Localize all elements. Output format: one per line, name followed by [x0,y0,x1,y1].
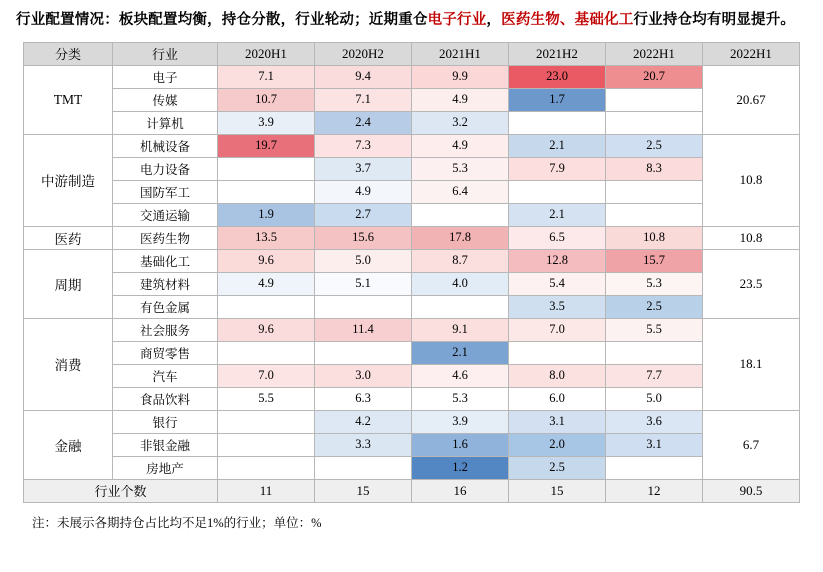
value-cell [606,456,703,479]
table-header-row [24,42,800,65]
value-cell [218,410,315,433]
value-cell: 7.9 [509,157,606,180]
industry-cell: 电力设备 [113,157,218,180]
column-header: 2021H1 [412,42,509,65]
table-row [24,341,800,364]
value-cell: 9.6 [218,249,315,272]
value-cell: 4.6 [412,364,509,387]
table-row [24,111,800,134]
value-cell: 1.9 [218,203,315,226]
footer-label: 行业个数 [24,479,218,502]
table-footer [24,479,800,502]
value-cell [412,295,509,318]
footer-value: 11 [218,479,315,502]
table-row [24,65,800,88]
value-cell: 6.4 [412,180,509,203]
value-cell: 5.1 [315,272,412,295]
industry-cell: 非银金融 [113,433,218,456]
value-cell: 12.8 [509,249,606,272]
value-cell: 8.7 [412,249,509,272]
value-cell: 5.4 [509,272,606,295]
value-cell [606,88,703,111]
footer-value: 15 [315,479,412,502]
value-cell: 5.3 [412,157,509,180]
value-cell [412,203,509,226]
category-cell: 消费 [24,318,113,410]
footer-value: 16 [412,479,509,502]
value-cell: 4.0 [412,272,509,295]
column-header: 2022H1 [703,42,800,65]
footer-value: 12 [606,479,703,502]
group-total-cell: 10.8 [703,134,800,226]
value-cell: 2.1 [412,341,509,364]
value-cell: 2.1 [509,134,606,157]
value-cell: 2.5 [509,456,606,479]
value-cell: 6.0 [509,387,606,410]
value-cell: 2.4 [315,111,412,134]
table-row [24,318,800,341]
column-header: 行业 [113,42,218,65]
industry-cell: 汽车 [113,364,218,387]
value-cell: 4.9 [315,180,412,203]
value-cell: 1.7 [509,88,606,111]
table-footer-row [24,479,800,502]
value-cell: 4.2 [315,410,412,433]
table-row [24,134,800,157]
value-cell: 8.3 [606,157,703,180]
value-cell: 6.3 [315,387,412,410]
value-cell: 8.0 [509,364,606,387]
column-header: 2021H2 [509,42,606,65]
table-header [24,42,800,65]
value-cell [606,341,703,364]
value-cell: 3.5 [509,295,606,318]
value-cell: 11.4 [315,318,412,341]
value-cell: 3.0 [315,364,412,387]
value-cell: 9.9 [412,65,509,88]
category-cell: 周期 [24,249,113,318]
value-cell: 2.5 [606,134,703,157]
value-cell: 1.2 [412,456,509,479]
table-row [24,203,800,226]
group-total-cell: 20.67 [703,65,800,134]
value-cell: 4.9 [412,88,509,111]
industry-cell: 食品饮料 [113,387,218,410]
column-header: 分类 [24,42,113,65]
value-cell: 5.3 [606,272,703,295]
table-row [24,295,800,318]
value-cell: 3.7 [315,157,412,180]
industry-cell: 建筑材料 [113,272,218,295]
category-cell: 医药 [24,226,113,249]
value-cell: 2.7 [315,203,412,226]
value-cell: 20.7 [606,65,703,88]
table-note: 注：未展示各期持仓占比均不足1%的行业；单位：% [32,515,322,530]
value-cell: 3.3 [315,433,412,456]
value-cell [218,456,315,479]
industry-cell: 交通运输 [113,203,218,226]
value-cell: 5.0 [606,387,703,410]
value-cell [509,180,606,203]
value-cell: 4.9 [412,134,509,157]
value-cell: 3.2 [412,111,509,134]
value-cell [218,295,315,318]
value-cell: 19.7 [218,134,315,157]
value-cell: 5.0 [315,249,412,272]
industry-allocation-table [23,42,800,503]
industry-cell: 国防军工 [113,180,218,203]
footer-value: 15 [509,479,606,502]
table-body [24,65,800,479]
industry-cell: 机械设备 [113,134,218,157]
category-cell: 金融 [24,410,113,479]
value-cell: 5.5 [606,318,703,341]
value-cell: 3.1 [509,410,606,433]
table-row [24,387,800,410]
value-cell: 3.9 [412,410,509,433]
column-header: 2020H1 [218,42,315,65]
value-cell [218,341,315,364]
group-total-cell: 23.5 [703,249,800,318]
table-row [24,226,800,249]
value-cell: 7.7 [606,364,703,387]
value-cell: 5.5 [218,387,315,410]
value-cell: 13.5 [218,226,315,249]
industry-cell: 商贸零售 [113,341,218,364]
value-cell: 5.3 [412,387,509,410]
value-cell: 2.0 [509,433,606,456]
value-cell: 7.0 [218,364,315,387]
group-total-cell: 18.1 [703,318,800,410]
value-cell: 4.9 [218,272,315,295]
headline-segment: 医药生物、基础化工 [501,12,634,28]
industry-cell: 计算机 [113,111,218,134]
value-cell [315,295,412,318]
headline-segment: 行业配置情况：板块配置均衡，持仓分散，行业轮动；近期重仓 [16,12,428,28]
table-row [24,272,800,295]
value-cell [315,341,412,364]
group-total-cell: 10.8 [703,226,800,249]
value-cell [509,341,606,364]
table-row [24,88,800,111]
footer-total: 90.5 [703,479,800,502]
industry-cell: 基础化工 [113,249,218,272]
value-cell [606,111,703,134]
value-cell: 3.6 [606,410,703,433]
table-row [24,157,800,180]
table-row [24,364,800,387]
category-cell: 中游制造 [24,134,113,226]
value-cell [606,203,703,226]
value-cell: 3.9 [218,111,315,134]
value-cell [218,157,315,180]
value-cell: 9.1 [412,318,509,341]
column-header: 2020H2 [315,42,412,65]
table-row [24,180,800,203]
value-cell: 2.1 [509,203,606,226]
industry-cell: 银行 [113,410,218,433]
table-row [24,456,800,479]
table-row [24,249,800,272]
value-cell: 2.5 [606,295,703,318]
industry-cell: 社会服务 [113,318,218,341]
value-cell: 7.1 [315,88,412,111]
value-cell: 9.4 [315,65,412,88]
value-cell: 23.0 [509,65,606,88]
value-cell: 15.7 [606,249,703,272]
headline-segment: ， [486,12,502,28]
value-cell: 17.8 [412,226,509,249]
industry-cell: 电子 [113,65,218,88]
value-cell: 15.6 [315,226,412,249]
group-total-cell: 6.7 [703,410,800,479]
value-cell: 3.1 [606,433,703,456]
value-cell [315,456,412,479]
table-row [24,410,800,433]
value-cell [218,433,315,456]
value-cell: 9.6 [218,318,315,341]
value-cell [509,111,606,134]
headline-segment: 行业持仓均有明显提升。 [633,12,796,28]
value-cell [218,180,315,203]
industry-cell: 医药生物 [113,226,218,249]
value-cell: 6.5 [509,226,606,249]
industry-cell: 有色金属 [113,295,218,318]
value-cell: 10.8 [606,226,703,249]
industry-cell: 房地产 [113,456,218,479]
value-cell: 7.3 [315,134,412,157]
value-cell: 1.6 [412,433,509,456]
headline-segment: 电子行业 [427,12,487,28]
value-cell [606,180,703,203]
category-cell: TMT [24,65,113,134]
value-cell: 10.7 [218,88,315,111]
page-title [16,10,809,32]
value-cell: 7.0 [509,318,606,341]
industry-cell: 传媒 [113,88,218,111]
table-row [24,433,800,456]
value-cell: 7.1 [218,65,315,88]
column-header: 2022H1 [606,42,703,65]
